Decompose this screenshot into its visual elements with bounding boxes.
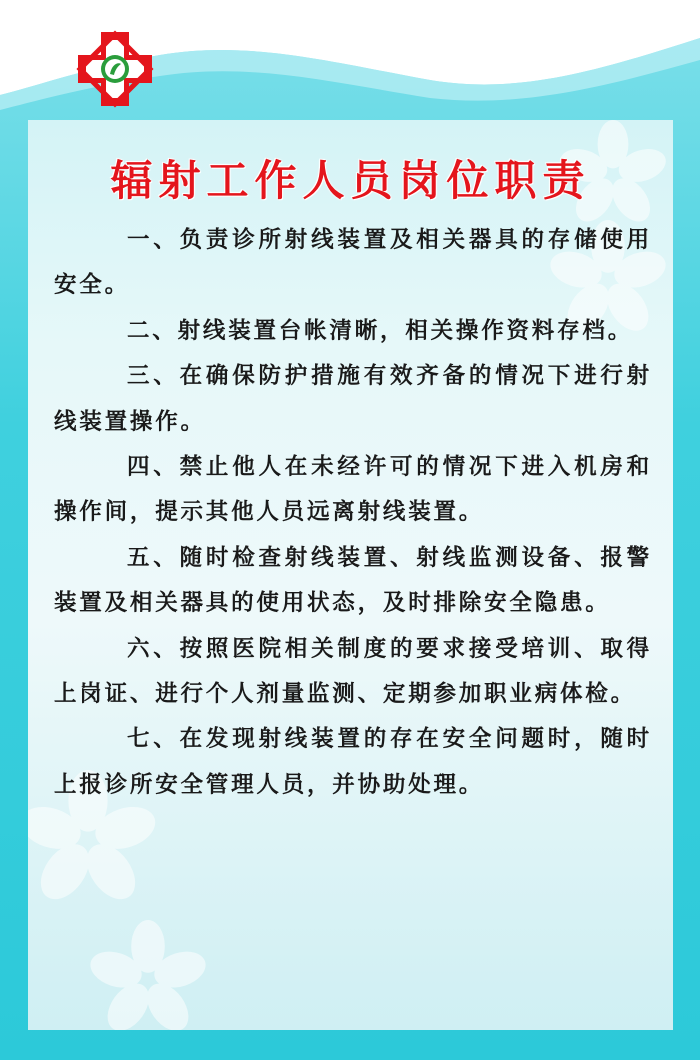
duty-item-4: 四、禁止他人在未经许可的情况下进入机房和操作间，提示其他人员远离射线装置。	[54, 454, 652, 526]
duties-list	[54, 218, 652, 808]
duty-item-3: 三、在确保防护措施有效齐备的情况下进行射线装置操作。	[54, 363, 652, 435]
duty-item-5: 五、随时检查射线装置、射线监测设备、报警装置及相关器具的使用状态，及时排除安全隐患。	[54, 544, 652, 617]
duty-item-6: 六、按照医院相关制度的要求接受培训、取得上岗证、进行个人剂量监测、定期参加职业病体检。	[54, 635, 652, 708]
flower-decoration-icon	[88, 920, 208, 1030]
page-title: 辐射工作人员岗位职责	[110, 156, 591, 205]
duty-item-1: 一、负责诊所射线装置及相关器具的存储使用安全。	[54, 227, 652, 299]
duty-item-7: 七、在发现射线装置的存在安全问题时，随时上报诊所安全管理人员，并协助处理。	[54, 726, 652, 798]
red-cross-medical-logo-icon	[74, 28, 156, 110]
duty-item-2: 二、射线装置台帐清晰，相关操作资料存档。	[127, 317, 634, 344]
